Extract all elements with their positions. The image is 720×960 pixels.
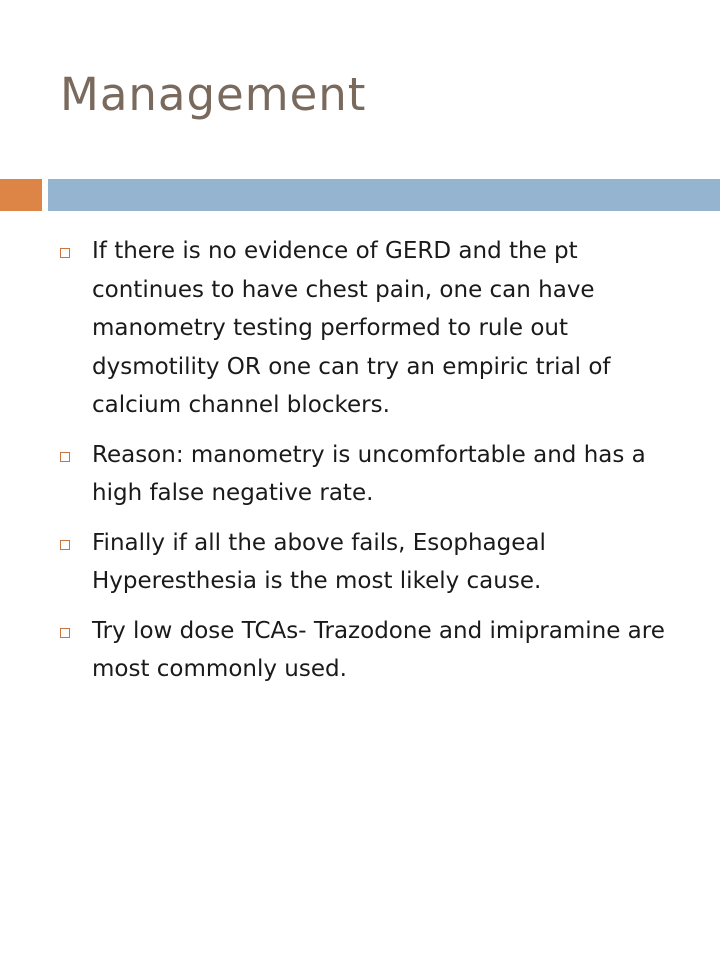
bullet-text: If there is no evidence of GERD and the pt continues to have chest pain, one can have manometry testing performed to rule out dysmotility OR one can try an empiric trial of calcium channel blockers. — [92, 238, 611, 418]
bullet-item — [60, 524, 680, 601]
hollow-square-icon — [60, 248, 70, 258]
slide-title: Management — [60, 68, 367, 121]
bullet-item — [60, 232, 680, 425]
bullet-item — [60, 612, 680, 689]
hollow-square-icon — [60, 628, 70, 638]
hollow-square-icon — [60, 452, 70, 462]
bullet-item — [60, 436, 680, 513]
bullet-list — [60, 232, 680, 700]
bullet-text: Finally if all the above fails, Esophageal Hyperesthesia is the most likely cause. — [92, 529, 546, 594]
title-divider-bar — [48, 179, 720, 211]
bullet-text: Try low dose TCAs- Trazodone and imipramine are most commonly used. — [92, 617, 665, 682]
hollow-square-icon — [60, 540, 70, 550]
bullet-text: Reason: manometry is uncomfortable and has a high false negative rate. — [92, 441, 646, 506]
title-accent-block — [0, 179, 42, 211]
